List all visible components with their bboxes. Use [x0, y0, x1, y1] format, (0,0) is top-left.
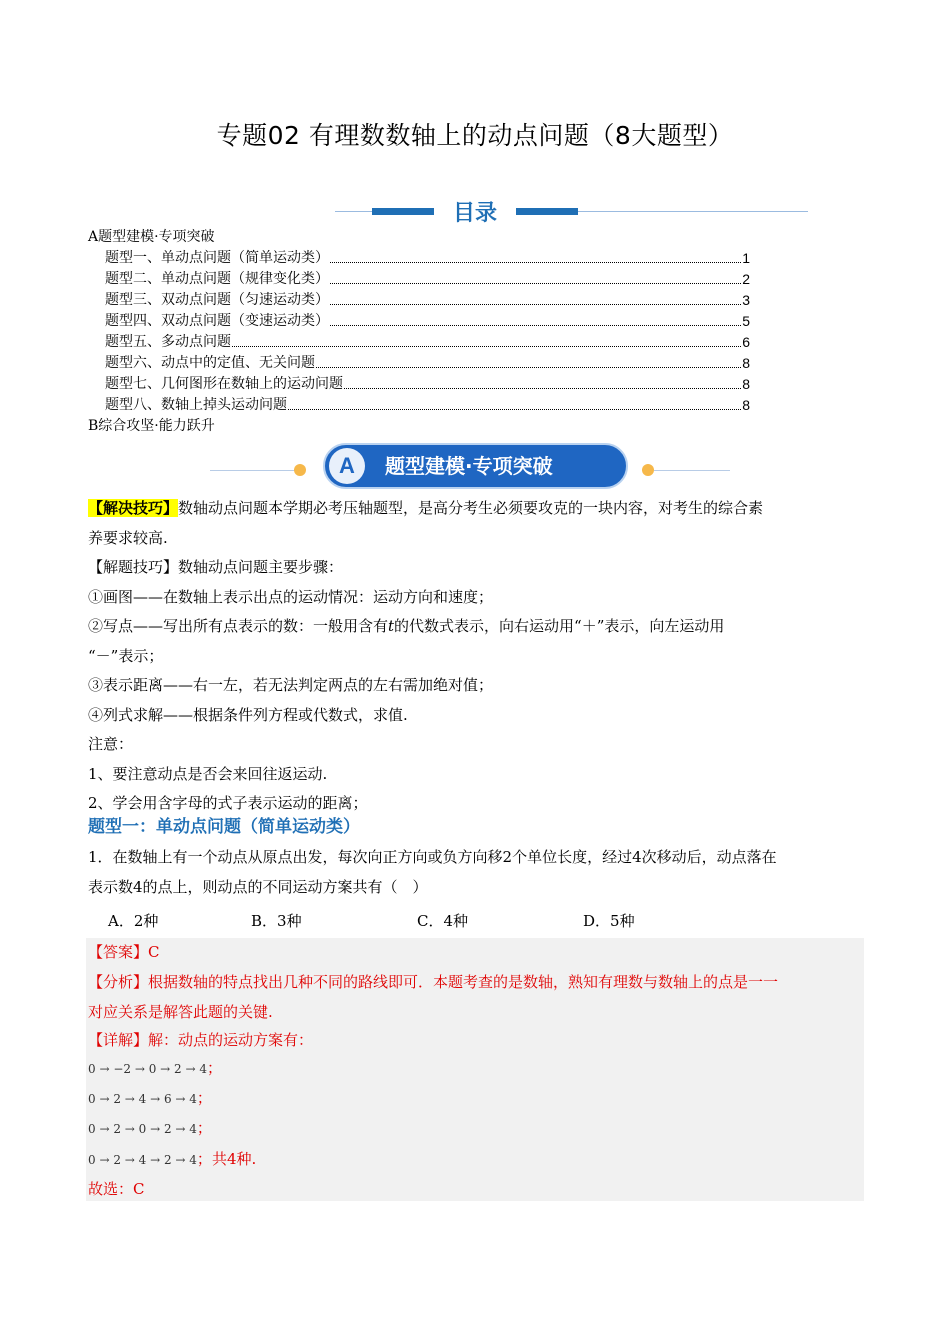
toc-section-a[interactable]: A题型建模·专项突破 [88, 229, 215, 245]
banner-line-right [654, 470, 730, 471]
step-2: ②写点——写出所有点表示的数：一般用含有t的代数式表示，向右运动用“＋”表示，向左运动用 [88, 617, 725, 635]
toc-divider-right [578, 211, 808, 212]
toc-section-b[interactable]: B综合攻坚·能力跃升 [88, 418, 215, 434]
steps-title: 【解题技巧】数轴动点问题主要步骤： [88, 558, 344, 576]
banner-dot-left [294, 464, 306, 476]
option-b[interactable]: B．3种 [251, 912, 302, 930]
answer: 【答案】C [88, 943, 160, 961]
path-1: 0 → −2 → 0 → 2 → 4； [88, 1059, 222, 1077]
table-of-contents [88, 227, 750, 437]
option-c[interactable]: C．4种 [417, 912, 469, 930]
toc-bar-right [516, 208, 578, 215]
note-title: 注意： [88, 735, 134, 753]
option-d[interactable]: D．5种 [583, 912, 635, 930]
note-1: 1、要注意动点是否会来回往返运动. [88, 764, 328, 783]
section-banner [210, 443, 730, 491]
toc-item[interactable]: 题型七、几何图形在数轴上的运动问题 8 [105, 376, 750, 392]
path-3: 0 → 2 → 0 → 2 → 4； [88, 1119, 212, 1137]
type1-title: 题型一：单动点问题（简单运动类） [88, 817, 360, 837]
page-title: 专题02 有理数数轴上的动点问题（8大题型） [216, 121, 734, 150]
step-4: ④列式求解——根据条件列方程或代数式，求值. [88, 705, 408, 724]
toc-item[interactable]: 题型一、单动点问题（简单运动类） 1 [105, 250, 750, 266]
path-2: 0 → 2 → 4 → 6 → 4； [88, 1089, 212, 1107]
banner-line-left [210, 470, 300, 471]
option-a[interactable]: A．2种 [108, 912, 159, 930]
banner-dot-right [642, 464, 654, 476]
toc-item[interactable]: 题型五、多动点问题 6 [105, 334, 750, 350]
toc-header [0, 196, 950, 230]
toc-bar-left [372, 208, 434, 215]
question-1: 1．在数轴上有一个动点从原点出发，每次向正方向或负方向移2个单位长度，经过4次移动后，动点落在 表示数4的点上，则动点的不同运动方案共有（ ） [88, 848, 777, 896]
banner-text: 题型建模·专项突破 [385, 454, 553, 478]
toc-title: 目录 [452, 201, 497, 226]
path-4: 0 → 2 → 4 → 2 → 4；共4种. [88, 1150, 257, 1168]
detail-line: 【详解】解：动点的运动方案有： [88, 1031, 314, 1049]
toc-item[interactable]: 题型三、双动点问题（匀速运动类） 3 [105, 292, 750, 308]
step-3: ③表示距离——右一左，若无法判定两点的左右需加绝对值； [88, 676, 494, 694]
step-1: ①画图——在数轴上表示出点的运动情况：运动方向和速度； [88, 587, 494, 606]
analysis-line-1: 【分析】根据数轴的特点找出几种不同的路线即可．本题考查的是数轴，熟知有理数与数轴上的点是一一 [88, 973, 779, 991]
analysis-line-2: 对应关系是解答此题的关键. [88, 1003, 273, 1021]
toc-item[interactable]: 题型八、数轴上掉头运动问题 8 [105, 397, 750, 413]
tip-tag: 【解决技巧】 [88, 499, 179, 517]
toc-item[interactable]: 题型二、单动点问题（规律变化类） 2 [105, 271, 750, 287]
intro-paragraph: 【解决技巧】数轴动点问题本学期必考压轴题型，是高分考生必须要攻克的一块内容，对考生的综合素 养要求较高. 【解题技巧】数轴动点问题主要步骤： ①画图——在数轴上表示出点的运动情况：运动方向和速度； ②写点——写出所有点表示的数：一般用含有t的代数式表示，向右运动用“＋”表示，向左运动用 “－”表示； ③表示距离——右一左，若无法判定两点的左右需加绝对值； ④列式求解——根据条件列方程或代数式，求值. 注意： 1、要注意动点是否会来回往返运动. 2、学会用含字母的式子表示运动的距离； [88, 494, 863, 819]
banner-pill [323, 443, 628, 489]
final-choice: 故选：C [88, 1180, 145, 1198]
answer-options [108, 906, 848, 936]
banner-letter: A [329, 448, 365, 484]
toc-item[interactable]: 题型四、双动点问题（变速运动类） 5 [105, 313, 750, 329]
solution-box [86, 938, 864, 1201]
note-2: 2、学会用含字母的式子表示运动的距离； [88, 794, 368, 812]
toc-item[interactable]: 题型六、动点中的定值、无关问题 8 [105, 355, 750, 371]
